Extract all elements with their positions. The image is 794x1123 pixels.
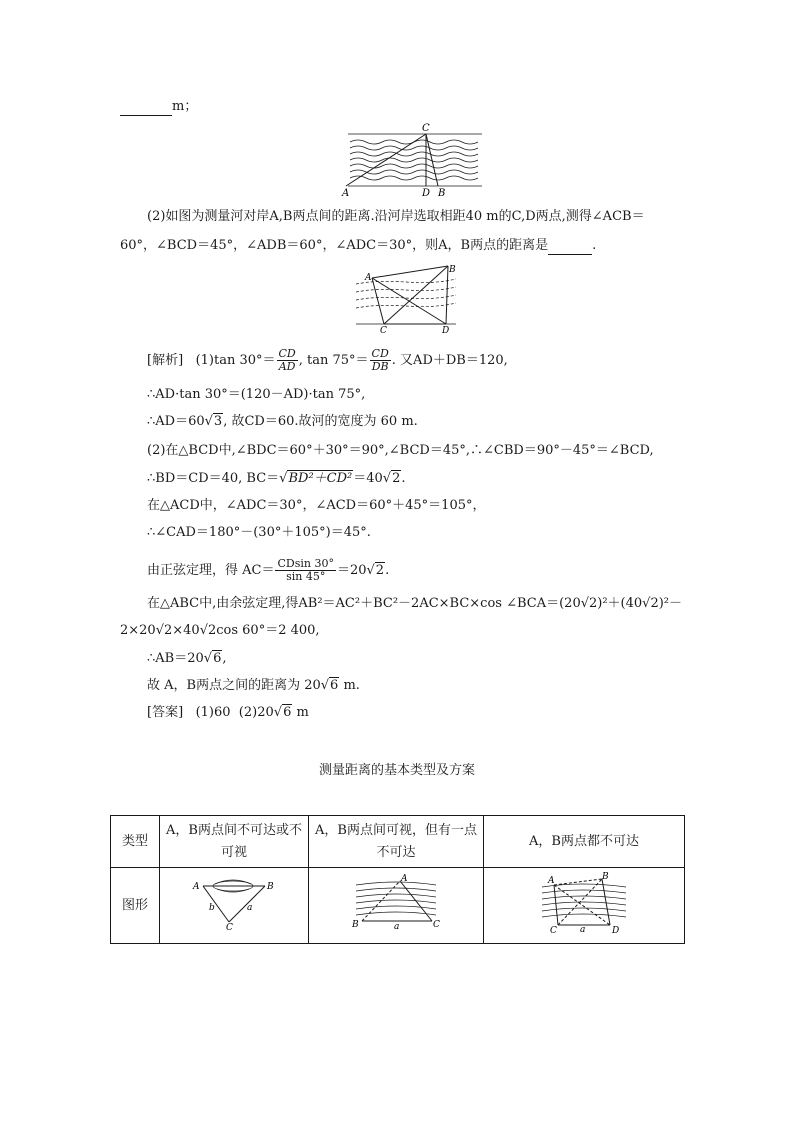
solution-line-5: ∴BD＝CD＝40, BC＝√BD²＋CD²＝40√2. — [147, 471, 406, 486]
label-B: B — [352, 919, 359, 930]
solution-line-2: ∴AD·tan 30°＝(120－AD)·tan 75°, — [147, 387, 366, 402]
label-A: A — [193, 881, 200, 892]
cell-figure-a — [160, 868, 309, 944]
solution-line-1: [解析] (1)tan 30°＝ $\frac{CD}{AD}$ , tan 75°＝ $\frac{CD}{DB}$ . 又AD＋DB＝120, — [147, 347, 508, 373]
question-2-line-2: 60°，∠BCD＝45°，∠ADB＝60°，∠ADC＝30°，则A，B两点的距离是 . — [120, 238, 597, 253]
fraction-sine-rule: $\frac{CDsin 30^\circ}{\sin 45^\circ}$ — [277, 557, 334, 583]
blank — [120, 115, 172, 116]
fraction-cd-ad: $\frac{CD}{AD}$ — [278, 347, 296, 373]
label-a: a — [247, 902, 253, 913]
header-col-3: A，B两点都不可达 — [484, 816, 685, 868]
label-A: A — [342, 188, 350, 198]
label-A: A — [365, 273, 372, 283]
label-C: C — [226, 922, 233, 930]
river-figure-2 — [352, 260, 460, 336]
label-C: C — [380, 326, 387, 336]
label-b: b — [209, 902, 215, 913]
label-A: A — [548, 875, 555, 886]
solution-line-8: 由正弦定理，得 AC＝ $\frac{CDsin 30^\circ}{\sin 45^\circ}$ ＝20√2. — [147, 557, 390, 583]
table-title: 测量距离的基本类型及方案 — [318, 763, 475, 778]
solution-line-7: ∴∠CAD＝180°－(30°＋105°)＝45°. — [147, 525, 371, 540]
label-C: C — [422, 123, 430, 134]
solution-line-6: 在△ACD中，∠ADC＝30°，∠ACD＝60°＋45°＝105°， — [147, 498, 486, 513]
river-figure-1 — [340, 120, 490, 198]
label-a: a — [580, 924, 586, 933]
blank — [548, 254, 592, 255]
row-label-figure: 图形 — [111, 868, 160, 944]
cell-figure-b — [309, 868, 484, 944]
answer-blank-line — [120, 98, 197, 116]
figure-b — [346, 873, 446, 931]
measurement-table — [110, 815, 685, 944]
cell-figure-c — [484, 868, 685, 944]
solution-tag: [解析] — [147, 353, 184, 368]
unit-text: m； — [172, 99, 198, 114]
figure-a — [189, 874, 279, 930]
question-2-text: 60°，∠BCD＝45°，∠ADB＝60°，∠ADC＝30°，则A，B两点的距离是 — [120, 238, 549, 253]
header-col-1: A，B两点间不可达或不可视 — [160, 816, 309, 868]
question-2-line-1: (2)如图为测量河对岸A,B两点间的距离.沿河岸选取相距40 m的C,D两点,测得∠ACB＝ — [147, 209, 645, 224]
header-type: 类型 — [111, 816, 160, 868]
fraction-cd-db: $\frac{CD}{DB}$ — [371, 347, 389, 373]
figure-c — [536, 871, 632, 933]
label-B: B — [449, 265, 456, 275]
label-D: D — [422, 188, 431, 198]
solution-line-3: ∴AD＝60√3, 故CD＝60.故河的宽度为 60 m. — [147, 414, 418, 429]
solution-line-9: 在△ABC中,由余弦定理,得AB²＝AC²＋BC²－2AC×BC×cos ∠BCA＝(20√2)²＋(40√2)²－ — [147, 596, 683, 611]
solution-line-11: ∴AB＝20√6, — [147, 651, 227, 666]
label-C: C — [550, 925, 557, 933]
answer-line: [答案] (1)60 (2)20√6 m — [147, 705, 309, 720]
label-D: D — [442, 326, 450, 336]
label-B: B — [267, 881, 274, 892]
header-col-2: A，B两点间可视，但有一点不可达 — [309, 816, 484, 868]
solution-line-10: 2×20√2×40√2cos 60°＝2 400, — [120, 623, 320, 638]
label-a: a — [394, 921, 400, 931]
answer-tag: [答案] — [147, 705, 184, 720]
solution-line-12: 故 A，B两点之间的距离为 20√6 m. — [147, 678, 360, 693]
label-B: B — [602, 871, 609, 882]
label-C: C — [433, 919, 440, 930]
solution-line-4: (2)在△BCD中,∠BDC＝60°＋30°＝90°,∠BCD＝45°,∴∠CBD＝90°－45°＝∠BCD, — [147, 443, 654, 458]
label-A: A — [401, 873, 408, 884]
label-B: B — [438, 188, 446, 198]
label-D: D — [612, 925, 620, 933]
